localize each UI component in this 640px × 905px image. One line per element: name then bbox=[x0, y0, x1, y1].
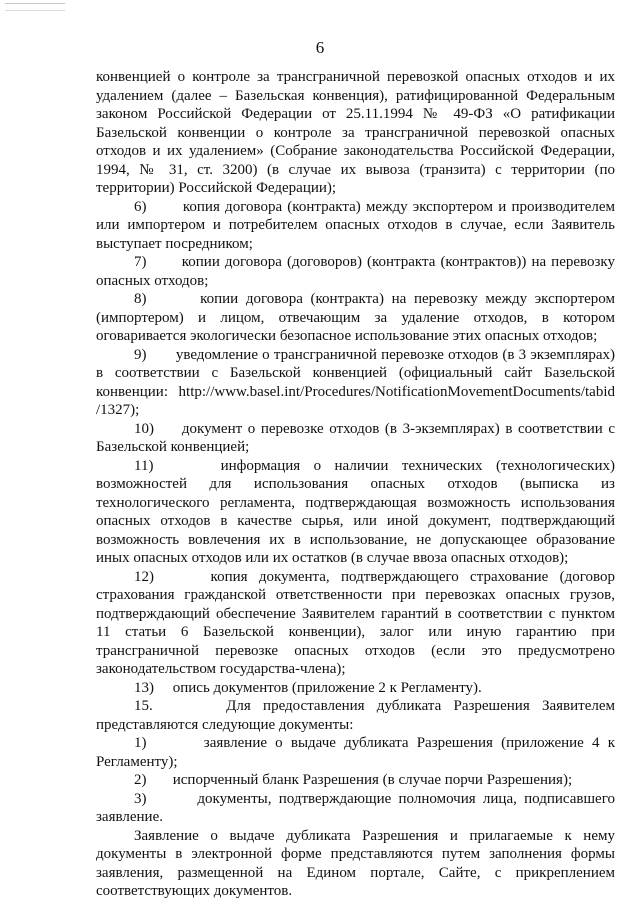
list-item-9: 9) уведомление о трансграничной перевозке отходов (в 3 экземплярах) в соответствии с Базельской конвенцией (официальный сайт Базельской конвенции: http://www.basel.int/Procedures/NotificationMovementDocuments/tabid /1327); bbox=[96, 346, 615, 418]
list-item-8: 8) копии договора (контракта) на перевозку между экспортером (импортером) и лицом, отвечающим за удаление отходов, в котором оговаривается экологически безопасное использование этих опасных отходов; bbox=[96, 291, 615, 344]
list-item-7: 7) копии договора (договоров) (контракта (контрактов)) на перевозку опасных отходов; bbox=[96, 254, 615, 289]
scan-edge-mark bbox=[5, 3, 65, 11]
paragraph: конвенцией о контроле за трансграничной перевозкой опасных отходов и их удалением (далее – Базельская конвенция), ратифицированной Федеральным законом Российской Федерации от 25.11.1994 № 49-ФЗ «О ратификации Базельской конвенции о контроле за трансграничной перевозкой опасных отходов и их удалением» (Собрание законодательства Российской Федерации, 1994, № 31, ст. 3200) (в случае их вывоза (транзита) с территории (по территории) Российской Федерации); bbox=[96, 69, 615, 196]
sub-item-2: 2) испорченный бланк Разрешения (в случае порчи Разрешения); bbox=[134, 772, 573, 788]
document-body bbox=[96, 68, 615, 901]
list-item-6: 6) копия договора (контракта) между экспортером и производителем или импортером и потребителем опасных отходов в случае, если Заявитель выступает посредником; bbox=[96, 198, 615, 252]
section-15: 15. Для предоставления дубликата Разрешения Заявителем представляются следующие документы: bbox=[96, 698, 615, 733]
sub-item-1: 1) заявление о выдаче дубликата Разрешения (приложение 4 к Регламенту); bbox=[96, 735, 615, 770]
list-item-12: 12) копия документа, подтверждающего страхование (договор страхования гражданской ответственности при перевозках опасных грузов, подтверждающий обеспечение Заявителем гарантий в соответствии с пунктом 11 статьи 6 Базельской конвенции), залог или иную гарантию при трансграничной перевозке опасных отходов (если это предусмотрено законодательством государства-члена); bbox=[96, 568, 615, 677]
sub-item-3: 3) документы, подтверждающие полномочия лица, подписавшего заявление. bbox=[96, 790, 615, 825]
closing-paragraph: Заявление о выдаче дубликата Разрешения и прилагаемые к нему документы в электронной форме представляются путем заполнения формы заявления, размещенной на Едином портале, Сайте, с прикреплением соответствующих документов. bbox=[96, 827, 615, 899]
list-item-13: 13) опись документов (приложение 2 к Регламенту). bbox=[134, 679, 482, 696]
list-item-11: 11) информация о наличии технических (технологических) возможностей для использования опасных отходов (выписка из технологического регламента, подтверждающая возможность использования опасных отходов в качестве сырья, или иной документ, подтверждающий возможность вовлечения их в использование, не допускающее образование иных опасных отходов или их остатков (в случае ввоза опасных отходов); bbox=[96, 457, 615, 566]
list-item-10: 10) документ о перевозке отходов (в 3-экземплярах) в соответствии с Базельской конвенцией; bbox=[96, 420, 615, 455]
page-number: 6 bbox=[315, 38, 325, 57]
